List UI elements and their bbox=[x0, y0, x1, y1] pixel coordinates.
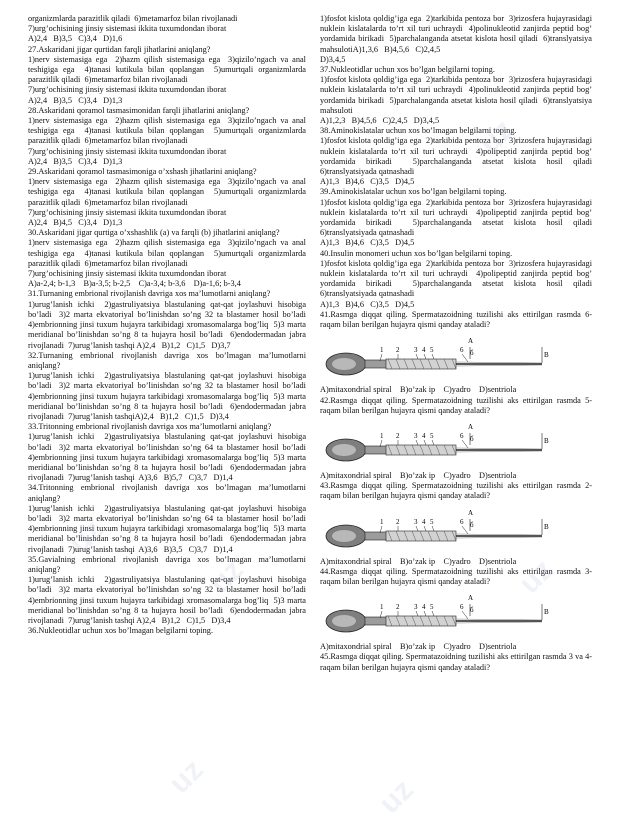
left-text-line: 34.Tritonning embrional rivojlanish davriga xos bo’lmagan ma’lumotlarni aniqlang? bbox=[28, 483, 309, 503]
question-text: 41.Rasmga diqqat qiling. Spermatazoidning tuzilishi aks ettirilgan rasmda 6-raqam bilan berilgan hujayra qismi qanday ataladi? bbox=[320, 309, 592, 330]
answer-options: A)mitaxondrial spiral B)o’zak ip C)yadro D)sentriola bbox=[320, 556, 517, 566]
watermark-text: uz bbox=[162, 753, 210, 801]
left-text-line: 1)nerv sistemasiga ega 2)hazm qilish sistemasiga ega 3)qizilo’ngach va anal teshigiga ega 4)tanasi kutikula bilan qoplangan 5)umurtqali organizmlarda parazitlik qiladi 6)metamarfoz bilan rivojlanadi bbox=[28, 54, 309, 85]
figure-container bbox=[320, 333, 560, 383]
part-2: 2 bbox=[396, 603, 400, 612]
watermark-text: uz bbox=[202, 553, 250, 601]
part-5: 5 bbox=[430, 517, 434, 526]
right-text-line: 39.Aminokislatalar uchun xos bo’lgan belgilarni toping. bbox=[320, 187, 507, 197]
left-text-line: 32.Turnaning embrional rivojlanish davriga xos bo’lmagan ma’lumotlarni aniqlang? bbox=[28, 350, 309, 370]
figure-questions bbox=[320, 310, 592, 652]
part-6: 6 bbox=[460, 346, 464, 355]
sperm-figure bbox=[320, 590, 560, 640]
left-text-line: 30.Askaridani jigar qurtiga o’xshashlik (a) va farqli (b) jihatlarini aniqlang? bbox=[28, 228, 280, 238]
part-4: 4 bbox=[422, 517, 426, 526]
label-b: B bbox=[544, 522, 549, 531]
left-text-line: 7)urg’ochisining jinsiy sistemasi ikkita tuxumdondan iborat bbox=[28, 24, 227, 34]
left-text-line: 27.Askaridani jigar qurtidan farqli jihatlarini aniqlang? bbox=[28, 44, 211, 54]
left-text-line: organizmlarda parazitlik qiladi 6)metamarfoz bilan rivojlanadi bbox=[28, 14, 238, 23]
part-4: 4 bbox=[422, 346, 426, 355]
watermark-text: uz bbox=[372, 773, 420, 821]
question-text: 44.Rasmga diqqat qiling. Spermatazoidning tuzilishi aks ettirilgan rasmda 3-raqam bilan berilgan hujayra qismi qanday ataladi? bbox=[320, 566, 592, 586]
watermark-text: uz bbox=[472, 113, 520, 161]
right-column bbox=[320, 14, 597, 673]
right-text-line: A)1,3 B)4,6 C)3,5 D)4,5 bbox=[320, 177, 415, 187]
answer-options: A)mitaxondrial spiral B)o’zak ip C)yadro D)sentriola bbox=[320, 470, 517, 480]
answer-options: A)mitaxondrial spiral B)o’zak ip C)yadro D)sentriola bbox=[320, 385, 517, 395]
sperm-nucleus bbox=[332, 358, 356, 370]
part-3: 3 bbox=[414, 346, 418, 355]
part-2: 2 bbox=[396, 346, 400, 355]
left-text-line: 7)urg’ochisining jinsiy sistemasi ikkita tuxumdondan iborat bbox=[28, 269, 227, 279]
right-text-line: A)1,3 B)4,6 C)3,5 D)4,5 bbox=[320, 238, 415, 248]
left-text-line: A)2,4 B)4,5 C)3,4 D)1,3 bbox=[28, 218, 123, 228]
left-text-line: 7)urg’ochisining jinsiy sistemasi ikkita tuxumdondan iborat bbox=[28, 146, 227, 156]
left-text-line: 29.Askaridani qoramol tasmasimoniga o’xshash jihatlarini aniqlang? bbox=[28, 167, 257, 177]
figure-container bbox=[320, 505, 560, 555]
part-3: 3 bbox=[414, 431, 418, 440]
right-text-line: A)1,2,3 B)4,5,6 C)2,4,5 D)3,4,5 bbox=[320, 116, 440, 126]
left-text-line: 1)urug’lanish ichki 2)gastruliyatsiya blastulaning qat-qat joylashuvi hisobiga bo’ladi 3)2 marta ekvatoriyal bo’linishdan so’ng 32 ta blastamer hosil bo’ladi 4)embrionning jinsi tuxum hujayra tarkibidagi xromasomalarga bog’liq 5)3 marta meridianal bo’linishdan so’ng 8 ta hujayra hosil bo’ladi 6)endodermadan jabra rivojlanadi 7)urug’lanish tashqiA)2,4 B)1,2 C)1,5 D)3,4 bbox=[28, 371, 311, 421]
left-text-line: A)2,4 B)3,5 C)3,4 D)1,3 bbox=[28, 156, 123, 166]
part-6: 6 bbox=[460, 603, 464, 612]
sperm-nucleus bbox=[332, 530, 356, 542]
part-1: 1 bbox=[380, 517, 384, 526]
part-1: 1 bbox=[380, 346, 384, 355]
sperm-neck bbox=[365, 532, 387, 540]
question-text: 43.Rasmga diqqat qiling. Spermatazoidning tuzilishi aks ettirilgan rasmda 2-raqam bilan berilgan hujayra qismi qanday ataladi? bbox=[320, 481, 592, 501]
label-b: B bbox=[544, 351, 549, 360]
left-text-line: 1)nerv sistemasiga ega 2)hazm qilish sistemasiga ega 3)qizilo’ngach va anal teshigiga ega 4)tanasi kutikula bilan qoplangan 5)umurtqali organizmlarda parazitlik qiladi 6)metamarfoz bilan rivojlanadi bbox=[28, 238, 309, 268]
label-a: A bbox=[468, 337, 474, 346]
part-5: 5 bbox=[430, 603, 434, 612]
sperm-nucleus bbox=[332, 444, 356, 456]
right-text-line: 1)fosfot kislota qoldig’iga ega 2)tarkibida pentoza bor 3)rizosfera hujayrasidagi nuklein kislatalarda to’rt xil turi uchraydi 4)polinukleotid zanjirda peptid bog’ yordamida birikadi 5)parchalanganda atsetat kislota hosil qiladi 6)translyatsiya mahsuloti bbox=[320, 75, 595, 115]
watermark-text: uz bbox=[512, 553, 560, 601]
label-c: б bbox=[470, 520, 474, 529]
right-column-text bbox=[320, 14, 597, 310]
right-text-line: 1)fosfot kislota qoldig’iga ega 2)tarkibida pentoza bor 3)rizosfera hujayrasidagi nuklein kislatalarda to’rt xil turi uchraydi 4)polipeptid zanjirda peptid bog’ yordamida birikadi 5)parchalanganda atsetat kislota hosil qiladi 6)translyatsiyada qatnashadi bbox=[320, 258, 597, 299]
part-6: 6 bbox=[460, 517, 464, 526]
right-text-line: A)1,3 B)4,6 C)3,5 D)4,5 bbox=[320, 299, 415, 309]
left-text-line: 36.Nukleotidlar uchun xos bo’lmagan belgilarni toping. bbox=[28, 626, 214, 636]
figure-container bbox=[320, 590, 560, 640]
right-text-line: 40.Insulin monomeri uchun xos bo’lgan belgilarni toping. bbox=[320, 248, 513, 258]
left-text-line: 7)urg’ochisining jinsiy sistemasi ikkita tuxumdondan iborat bbox=[28, 207, 227, 217]
label-a: A bbox=[468, 508, 474, 517]
part-3: 3 bbox=[414, 517, 418, 526]
part-5: 5 bbox=[430, 431, 434, 440]
label-a: A bbox=[468, 422, 474, 431]
right-text-line: 37.Nukleotidlar uchun xos bo’lgan belgilarni toping. bbox=[320, 65, 495, 75]
sperm-neck bbox=[365, 446, 387, 454]
part-2: 2 bbox=[396, 431, 400, 440]
label-b: B bbox=[544, 608, 549, 617]
part-6: 6 bbox=[460, 431, 464, 440]
label-c: б bbox=[470, 434, 474, 443]
sperm-figure bbox=[320, 419, 560, 469]
left-text-line: 35.Gavialning embrional rivojlanish davriga xos bo’lmagan ma’lumotlarni aniqlang? bbox=[28, 554, 309, 574]
label-c: б bbox=[470, 606, 474, 615]
answer-options: A)mitaxondrial spiral B)o’zak ip C)yadro D)sentriola bbox=[320, 642, 517, 652]
part-2: 2 bbox=[396, 517, 400, 526]
left-text-line: 1)urug’lanish ichki 2)gastruliyatsiya blastulaning qat-qat joylashuvi hisobiga bo’ladi 3)2 marta ekvatoriyal bo’linishdan so’ng 64 ta blastamer hosil bo’ladi 4)embrionning jinsi tuxum hujayra tarkibidagi xromasomalarga bog’liq 5)3 marta meridianal bo’linishdan so’ng 8 ta hujayra hosil bo’ladi 6)endodermadan jabra rivojlanadi 7)urug’lanish tashqi A)3,6 B)5,7 C)3,7 D)1,4 bbox=[28, 432, 311, 483]
right-text-line: 1)fosfot kislota qoldig’iga ega 2)tarkibida pentoza bor 3)rizosfera hujayrasidagi nuklein kislatalarda to’rt xil turi uchraydi 4)polipeptid zanjirda peptid bog’ yordamida birikadi 5)parchalanganda atsetat kislota hosil qiladi 6)translyatsiyada qatnashadi bbox=[320, 136, 597, 177]
right-text-line: D)3,4,5 bbox=[320, 54, 346, 64]
left-text-line: 7)urg’ochisining jinsiy sistemasi ikkita tuxumdondan iborat bbox=[28, 85, 227, 95]
sperm-figure bbox=[320, 505, 560, 555]
left-text-line: A)2,4 B)3,5 C)3,4 D)1,3 bbox=[28, 95, 123, 105]
question-45: 45.Rasmga diqqat qiling. Spermatazoidning tuzilishi aks ettirilgan rasmda 3 va 4-raqam bilan berilgan hujayra qismi qanday ataladi? bbox=[320, 652, 592, 672]
label-c: б bbox=[470, 349, 474, 358]
left-text-line: 1)urug’lanish ichki 2)gastruliyatsiya blastulaning qat-qat joylashuvi hisobiga bo’ladi 3)2 marta ekvatoriyal bo’linishdan so’ng 32 ta blastamer hosil bo’ladi 4)embrionning jinsi tuxum hujayra tarkibidagi xromasomalarga bog’liq 5)3 marta meridianal bo’linishdan so’ng 8 ta hujayra hosil bo’ladi 6)endodermadan jabra rivojlanadi 7)urug’lanish tashqi A)2,4 B)1,2 C)1,5 D)3,7 bbox=[28, 299, 311, 350]
sperm-figure bbox=[320, 333, 560, 383]
left-text-line: 28.Askaridani qoramol tasmasimonidan farqli jihatlarini aniqlang? bbox=[28, 105, 250, 115]
right-text-line: 38.Aminokislatalar uchun xos bo’lmagan belgilarni toping. bbox=[320, 126, 517, 136]
part-4: 4 bbox=[422, 431, 426, 440]
part-4: 4 bbox=[422, 603, 426, 612]
sperm-nucleus bbox=[332, 615, 356, 627]
part-3: 3 bbox=[414, 603, 418, 612]
left-text-line: 31.Turnaning embrional rivojlanish davriga xos ma’lumotlarni aniqlang? bbox=[28, 289, 271, 299]
left-text-line: 33.Tritonning embrional rivojlanish davriga xos ma’lumotlarni aniqlang? bbox=[28, 422, 272, 432]
sperm-neck bbox=[365, 617, 387, 625]
left-column bbox=[28, 14, 311, 636]
left-text-line: A)2,4 B)3,5 C)3,4 D)1,6 bbox=[28, 34, 123, 44]
right-text-line: 1)fosfot kislota qoldig’iga ega 2)tarkibida pentoza bor 3)rizosfera hujayrasidagi nuklein kislatalarda to’rt xil turi uchraydi 4)polinukleotid zanjirda peptid bog’ yordamida birikadi 5)parchalanganda atsetat kislota hosil qiladi 6)translyatsiya mahsulotiA)1,3,6 B)4,5,6 C)2,4,5 bbox=[320, 14, 595, 54]
watermark-text: uz bbox=[62, 513, 110, 561]
left-text-line: 1)urug’lanish ichki 2)gastruliyatsiya blastulaning qat-qat joylashuvi hisobiga bo’ladi 3)2 marta ekvatoriyal bo’linishdan so’ng 32 ta blastamer hosil bo’ladi 4)embrionning jinsi tuxum hujayra tarkibidagi xromasomalarga bog’liq 5)3 marta meridianal bo’linishdan so’ng 8 ta hujayra hosil bo’ladi 6)endodermadan jabra rivojlanadi 7)urug’lanish tashqi A)2,4 B)1,2 C)1,5 D)3,4 bbox=[28, 575, 311, 625]
left-text-line: A)a-2,4; b-1,3 B)a-3,5; b-2,5 C)a-3,4; b-3,6 D)a-1,6; b-3,4 bbox=[28, 279, 241, 289]
sperm-neck bbox=[365, 360, 387, 368]
part-1: 1 bbox=[380, 603, 384, 612]
figure-container bbox=[320, 419, 560, 469]
right-text-line: 1)fosfot kislota qoldig’iga ega 2)tarkibida pentoza bor 3)rizosfera hujayrasidagi nuklein kislatalarda to’rt xil turi uchraydi 4)polipeptid zanjirda peptid bog’ yordamida birikadi 5)parchalanganda atsetat kislota hosil qiladi 6)translyatsiyada qatnashadi bbox=[320, 197, 597, 238]
question-text: 42.Rasmga diqqat qiling. Spermatazoidning tuzilishi aks ettirilgan rasmda 5-raqam bilan berilgan hujayra qismi qanday ataladi? bbox=[320, 395, 592, 415]
left-text-line: 1)urug’lanish ichki 2)gastruliyatsiya blastulaning qat-qat joylashuvi hisobiga bo’ladi 3)2 marta ekvatoriyal bo’linishdan so’ng 64 ta blastamer hosil bo’ladi 4)embrionning jinsi tuxum hujayra tarkibidagi xromasomalarga bog’liq 5)3 marta meridianal bo’linishdan so’ng 8 ta hujayra hosil bo’ladi 6)endodermadan jabra rivojlanadi 7)urug’lanish tashqi A)3,6 B)3,5 C)3,7 D)1,4 bbox=[28, 503, 311, 554]
part-5: 5 bbox=[430, 346, 434, 355]
left-text-line: 1)nerv sistemasiga ega 2)hazm qilish sistemasiga ega 3)qizilo’ngach va anal teshigiga ega 4)tanasi kutikula bilan qoplangan 5)umurtqali organizmlarda parazitlik qiladi 6)metamarfoz bilan rivojlanadi bbox=[28, 116, 309, 146]
label-b: B bbox=[544, 436, 549, 445]
left-text-line: 1)nerv sistemasiga ega 2)hazm qilish sistemasiga ega 3)qizilo’ngach va anal teshigiga ega 4)tanasi kutikula bilan qoplangan 5)umurtqali organizmlarda parazitlik qiladi 6)metamarfoz bilan rivojlanadi bbox=[28, 177, 309, 207]
part-1: 1 bbox=[380, 431, 384, 440]
label-a: A bbox=[468, 594, 474, 603]
